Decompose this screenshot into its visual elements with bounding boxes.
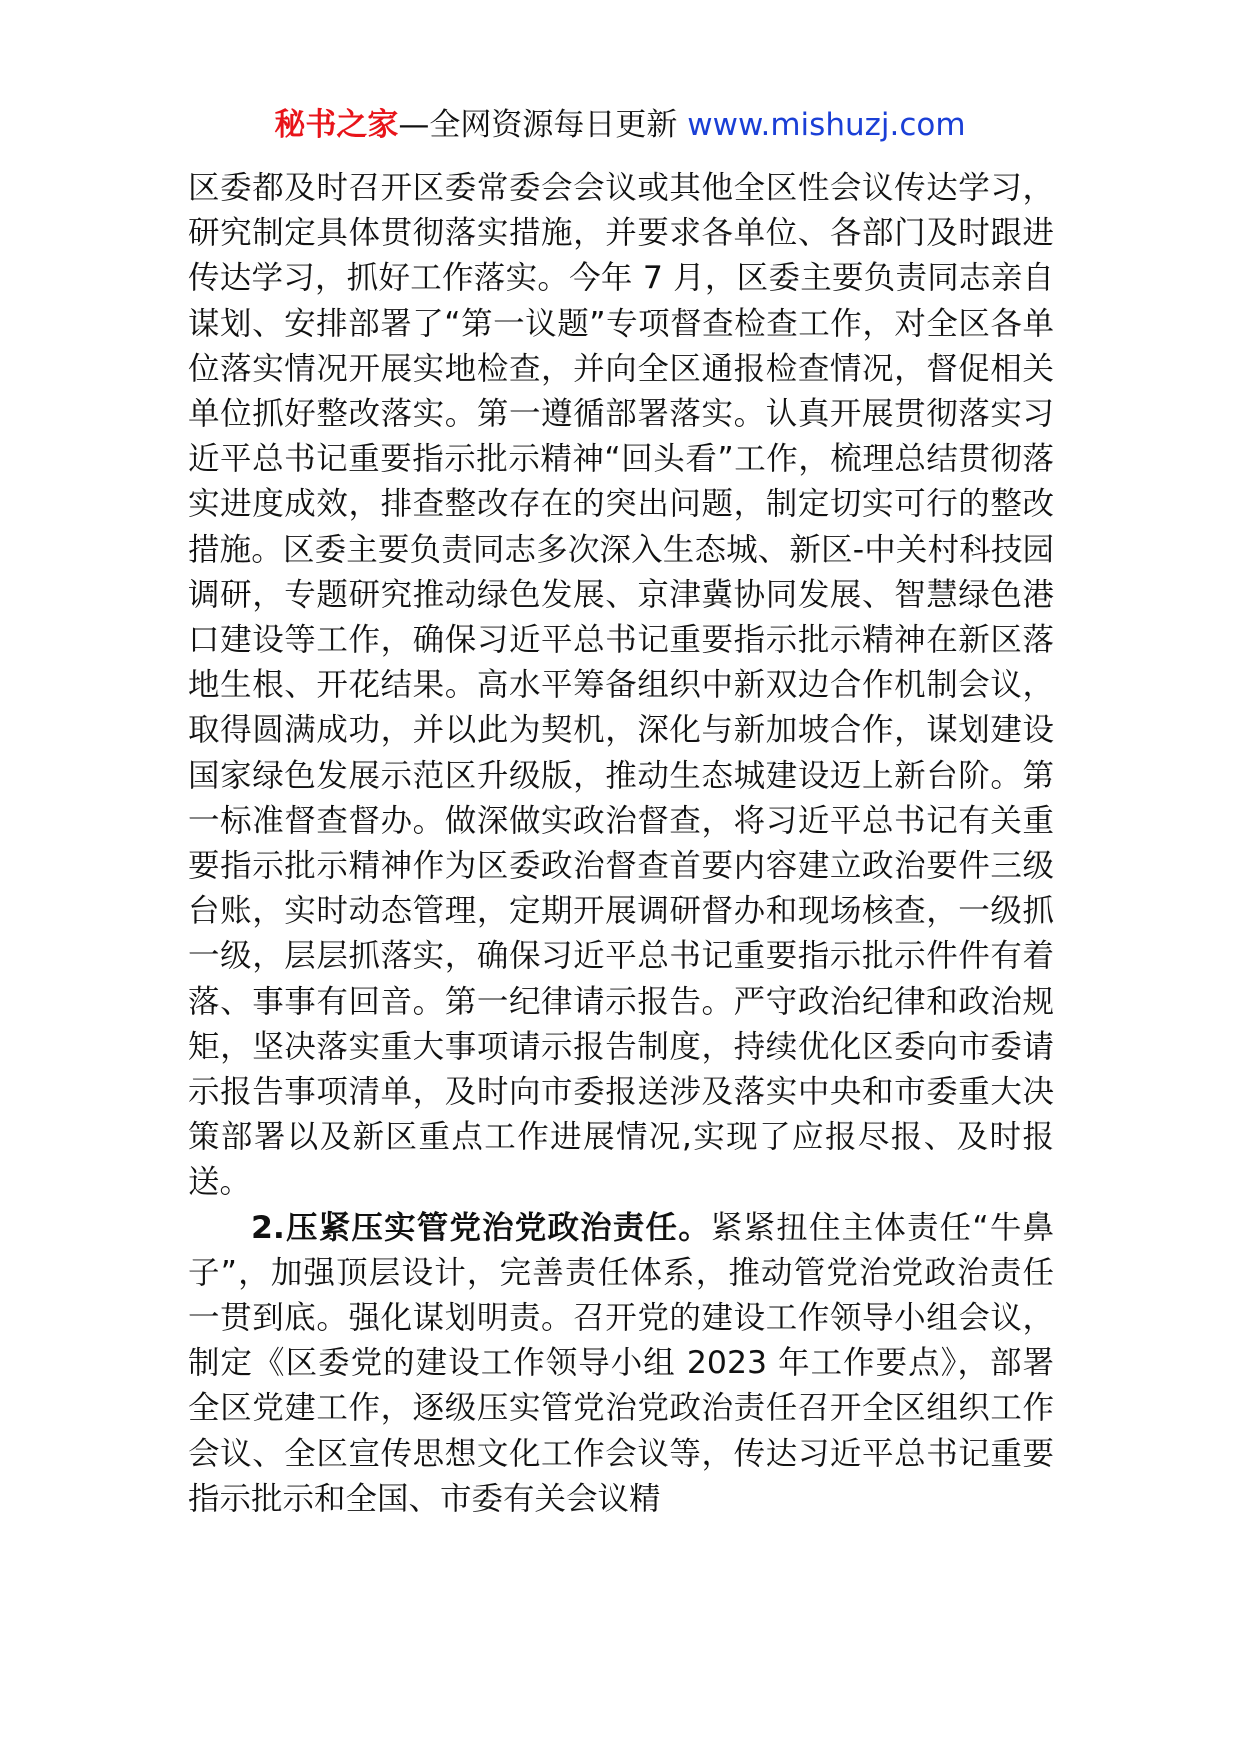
page-header [0,100,1240,150]
section-heading: 2.压紧压实管党治党政治责任。 [251,1209,711,1246]
body-paragraph [188,1206,1054,1522]
site-url-link[interactable]: www.mishuzj.com [687,107,966,143]
document-body [188,166,1054,1522]
paragraph-text: 区委都及时召开区委常委会会议或其他全区性会议传达学习，研究制定具体贯彻落实措施，并要求各单位、各部门及时跟进传达学习，抓好工作落实。今年 7 月，区委主要负责同志亲自谋划、安排部署了“第一议题”专项督查检查工作，对全区各单位落实情况开展实地检查，并向全区通报检查情况，督促相关单位抓好整改落实。第一遵循部署落实。认真开展贯彻落实习近平总书记重要指示批示精神“回头看”工作，梳理总结贯彻落实进度成效，排查整改存在的突出问题，制定切实可行的整改措施。区委主要负责同志多次深入生态城、新区-中关村科技园调研，专题研究推动绿色发展、京津冀协同发展、智慧绿色港口建设等工作，确保习近平总书记重要指示批示精神在新区落地生根、开花结果。高水平筹备组织中新双边合作机制会议，取得圆满成功，并以此为契机，深化与新加坡合作，谋划建设国家绿色发展示范区升级版，推动生态城建设迈上新台阶。第一标准督查督办。做深做实政治督查，将习近平总书记有关重要指示批示精神作为区委政治督查首要内容建立政治要件三级台账，实时动态管理，定期开展调研督办和现场核查，一级抓一级，层层抓落实，确保习近平总书记重要指示批示件件有着落、事事有回音。第一纪律请示报告。严守政治纪律和政治规矩，坚决落实重大事项请示报告制度，持续优化区委向市委请示报告事项清单，及时向市委报送涉及落实中央和市委重大决策部署以及新区重点工作进展情况,实现了应报尽报、及时报送。 [188,170,1054,1201]
body-paragraph [188,166,1054,1206]
paragraph-text: 紧紧扭住主体责任“牛鼻子”，加强顶层设计，完善责任体系，推动管党治党政治责任一贯到底。强化谋划明责。召开党的建设工作领导小组会议，制定《区委党的建设工作领导小组 2023 年工作要点》，部署全区党建工作，逐级压实管党治党政治责任召开全区组织工作会议、全区宣传思想文化工作会议等，传达习近平总书记重要指示批示和全国、市委有关会议精 [188,1209,1054,1517]
site-slogan: —全网资源每日更新 [398,107,688,143]
site-brand: 秘书之家 [274,107,399,143]
